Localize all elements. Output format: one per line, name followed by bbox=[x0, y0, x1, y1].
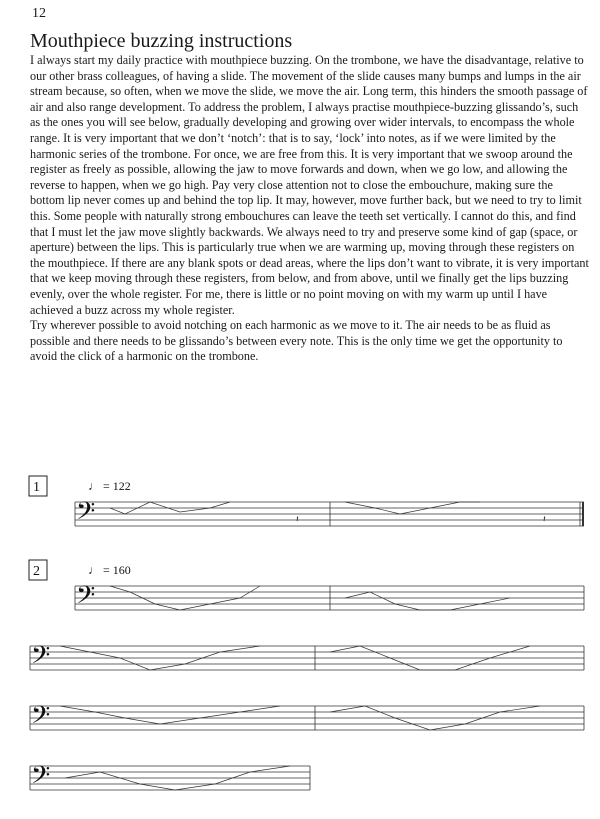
staff bbox=[30, 706, 584, 730]
instructions-text bbox=[30, 53, 590, 365]
paragraph: Try wherever possible to avoid notching on each harmonic as we move to it. The air needs to be as fluid as possible and there needs to be glissando’s between every note. This is the only time we get the opportunity to avoid the click of a harmonic on the trombone. bbox=[30, 318, 563, 364]
bass-clef: 𝄢 bbox=[31, 701, 51, 736]
example-2 bbox=[29, 560, 584, 796]
example-number: 2 bbox=[33, 564, 40, 579]
example-number: 1 bbox=[33, 480, 40, 495]
rest: 𝄽 bbox=[543, 515, 546, 525]
glissando-line bbox=[60, 706, 280, 724]
page-title: Mouthpiece buzzing instructions bbox=[30, 30, 293, 52]
paragraph: I always start my daily practice with mouthpiece buzzing. On the trombone, we have the disadvantage, relative to our other brass colleagues, of having a slide. The movement of the slide causes many bumps and lumps in the air stream because, so often, when we move the slide, we move the air. Long term, this hinders the smooth passage of air and also range development. To address the problem, I always practise mouthpiece-buzzing glissando’s, such as the ones you will see below, gradually developing and growing over wider intervals, to encompass the whole range. It is very important that we don’t ‘notch’: that is to say, ‘lock’ into notes, as if we were limited by the harmonic series of the trombone. For once, we are free from this. It is very important that we swoop around the register as freely as possible, allowing the jaw to move forwards and down, when we go low, and allowing the reverse to happen, when we go high. Pay very close attention not to close the embouchure, making sure the bottom lip never comes up and behind the top lip. It may, however, move further back, but we need to try to limit this. Some people with naturally strong embouchures can leave the teeth set vertically. I cannot do this, and find that I must let the jaw move slightly backwards. We always need to try and preserve some kind of gap (space, or aperture) between the lips. This is particularly true when we are warming up, moving through these registers on the mouthpiece. If there are any blank spots or dead areas, where the lips don’t want to vibrate, it is very important that we keep moving through these registers, from below, and from above, until we finally get the lips buzzing evenly, over the whole register. For me, there is little or no point moving on with my warm up until I have achieved a buzz across my whole register. bbox=[30, 53, 589, 317]
glissando-line bbox=[345, 592, 510, 610]
bass-clef: 𝄢 bbox=[76, 497, 96, 532]
bass-clef: 𝄢 bbox=[76, 581, 96, 616]
bass-clef: 𝄢 bbox=[31, 761, 51, 796]
rest: 𝄽 bbox=[296, 515, 299, 525]
page-number: 12 bbox=[32, 6, 46, 21]
staff bbox=[30, 646, 584, 670]
tempo-marking: ♩ = 122 bbox=[88, 479, 131, 493]
example-1 bbox=[29, 476, 584, 532]
music-examples bbox=[0, 460, 600, 819]
staff bbox=[75, 502, 584, 526]
staff bbox=[75, 586, 584, 610]
tempo-marking: ♩ = 160 bbox=[88, 563, 131, 577]
bass-clef: 𝄢 bbox=[31, 641, 51, 676]
